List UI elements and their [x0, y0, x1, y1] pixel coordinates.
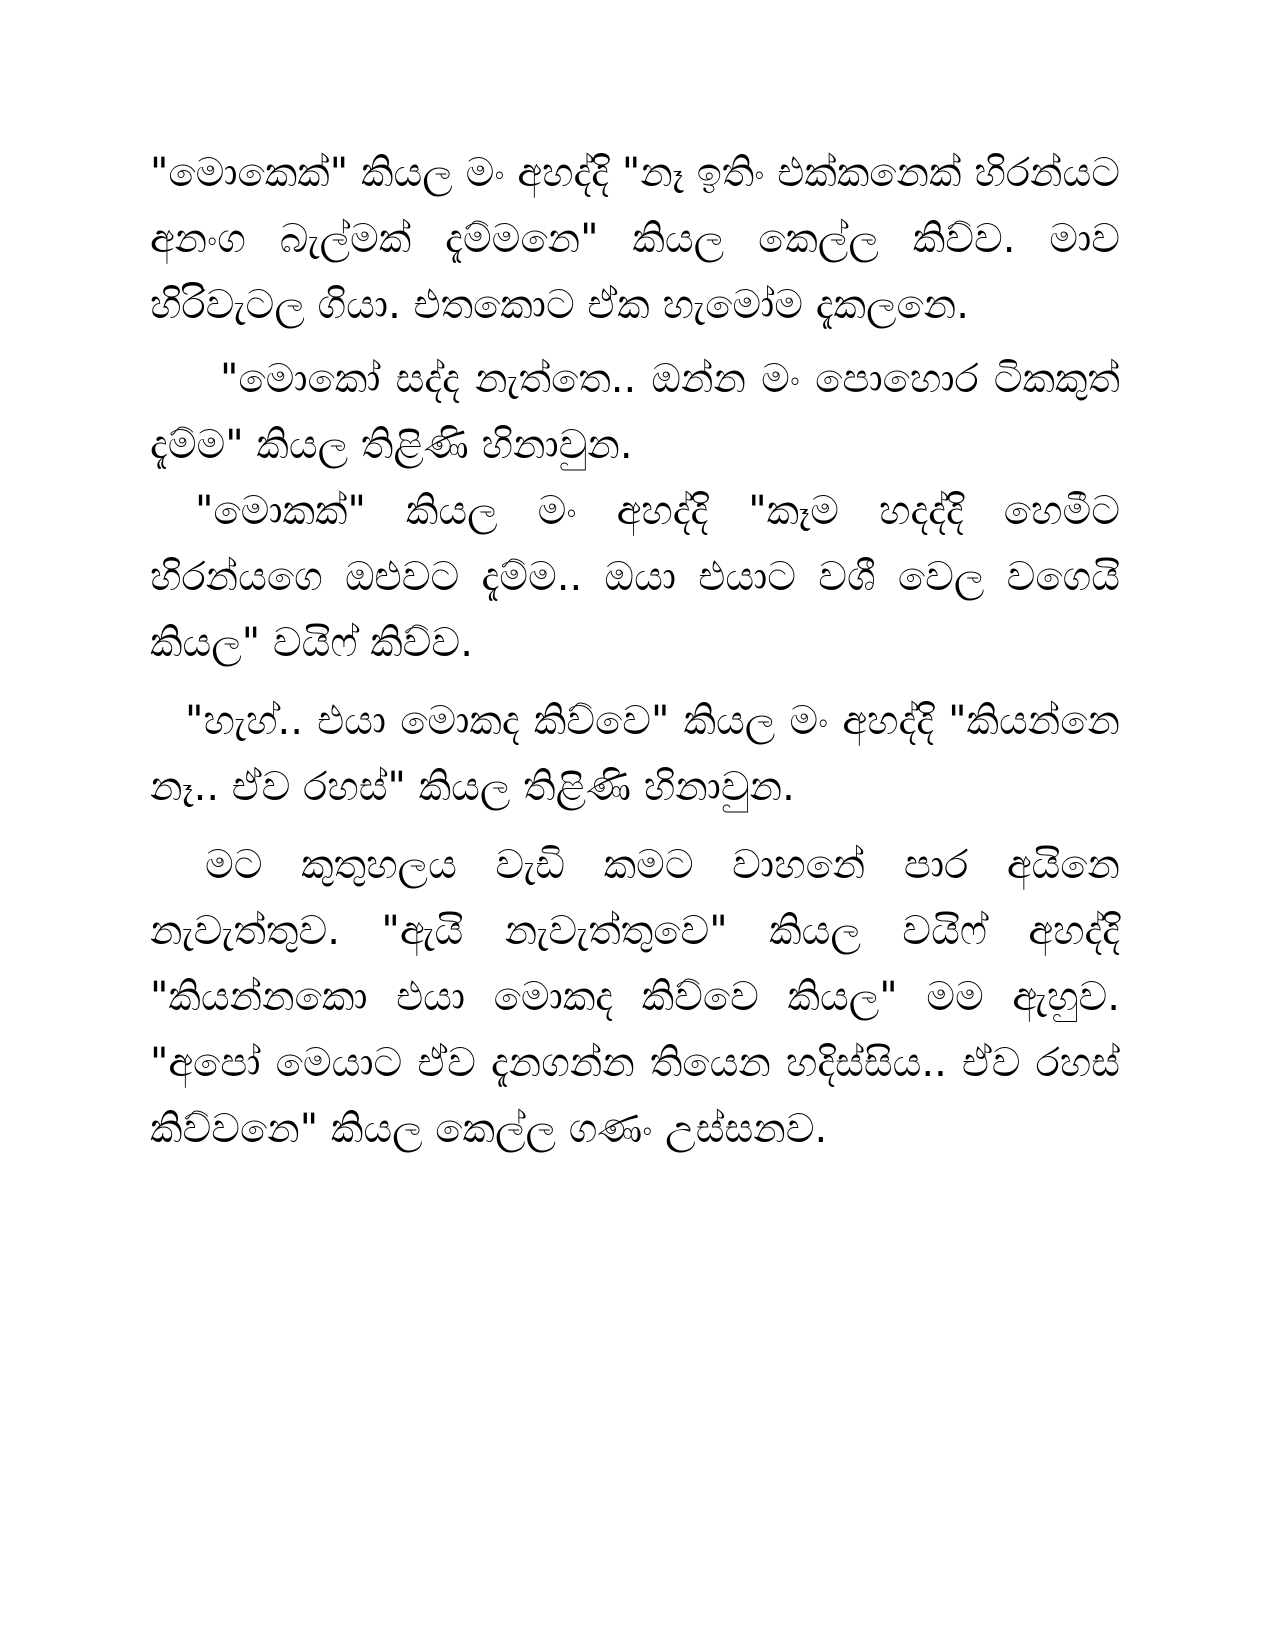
- paragraph-5: මට කුතුහලය වැඩි කමට වාහනේ පාර අයිනෙ නැවැත්තුව. "ඇයි නැවැත්තුවෙ" කියල වයිෆ් අහද්දි "කියන්නකො එයා මොකද කිව්වෙ කියල" මම ඇහුව. "අපෝ මෙයාට ඒව දැනගන්න තියෙන හදිස්සිය.. ඒව රහස් කිව්වනෙ" කියල කෙල්ල ගණං උස්සනව.: [150, 842, 1120, 1152]
- paragraph-4: "හැහ්.. එයා මොකද කිව්වෙ" කියල මං අහද්දි "කියන්නෙ නෑ.. ඒව රහස්" කියල තිළිණි හිනාවුන.: [150, 698, 1120, 810]
- story-text: [150, 140, 1120, 1162]
- paragraph-2: "මොකෝ සද්ද නැත්තෙ.. ඔන්න මං පොහොර ටිකකුත් දැම්ම" කියල තිළිණි හිනාවුන.: [150, 356, 1120, 468]
- paragraph-3: "මොකක්" කියල මං අහද්දි "කෑම හදද්දි හෙමීට හිරන්යගෙ ඔළුවට දැම්ම.. ඔයා එයාට වශී වෙල වගෙයි කියල" වයිෆ් කිව්ව.: [150, 488, 1120, 666]
- paragraph-1: "මොකෙක්" කියල මං අහද්දි "නෑ ඉතිං එක්කනෙක් හිරන්යට අනංග බැල්මක් දැම්මනෙ" කියල කෙල්ල කිව්ව. මාව හිරිවැටල ගියා. එතකොට ඒක හැමෝම දැකලනෙ.: [150, 150, 1120, 328]
